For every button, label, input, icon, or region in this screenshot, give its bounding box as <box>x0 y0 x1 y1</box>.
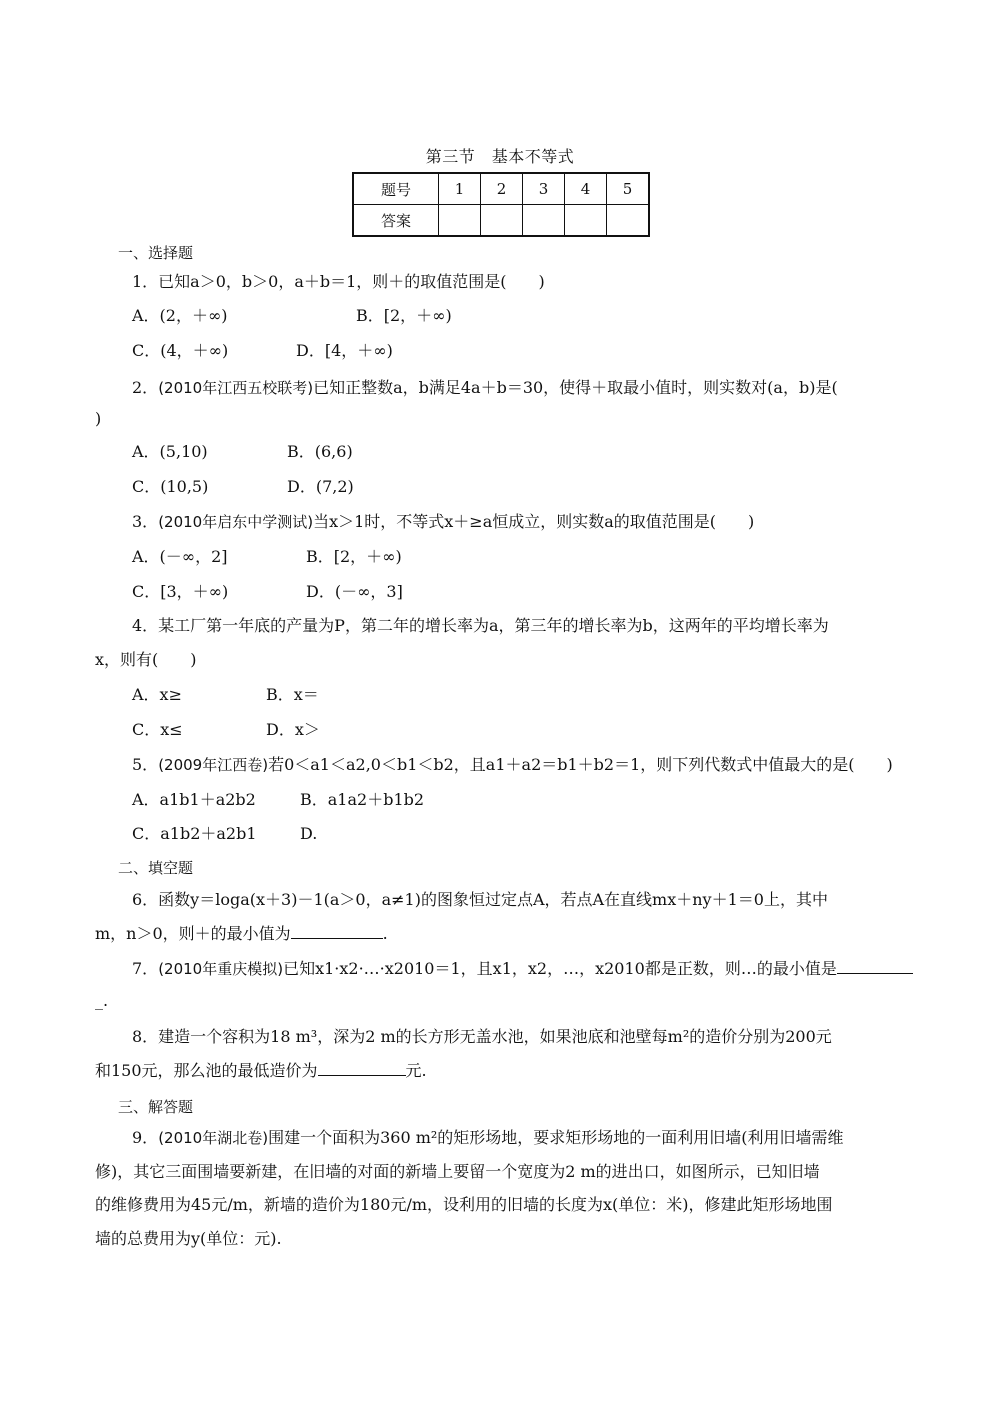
question-9-line-2: 修)，其它三面围墙要新建，在旧墙的对面的新墙上要留一个宽度为2 m的进出口，如图所示，已知旧墙 <box>95 1162 820 1181</box>
q2-option-d: D．(7,2) <box>287 477 354 496</box>
question-3-number: 3． <box>132 512 159 531</box>
question-5-text: 若0＜a1＜a2,0＜b1＜b2，且a1＋a2＝b1＋b2＝1，则下列代数式中值最大的是( ) <box>268 755 893 774</box>
q4-option-b: B．x＝ <box>266 685 319 704</box>
q4-option-d: D．x＞ <box>266 720 320 739</box>
table-label-answer: 答案 <box>353 205 439 237</box>
q3-option-b: B．[2，＋∞) <box>306 547 402 566</box>
q1-option-c: C．(4，＋∞) <box>132 341 229 360</box>
q2-option-c: C．(10,5) <box>132 477 209 496</box>
question-8-stem: 8．建造一个容积为18 m³，深为2 m的长方形无盖水池，如果池底和池壁每m²的造价分别为200元 <box>132 1027 832 1046</box>
question-2-stem-cont: ) <box>95 409 102 428</box>
answer-cell[interactable] <box>523 205 565 237</box>
table-label-question-number: 题号 <box>353 173 439 205</box>
q2-option-a: A．(5,10) <box>132 442 208 461</box>
question-9-number: 9． <box>132 1128 159 1147</box>
q5-option-b: B．a1a2＋b1b2 <box>300 790 425 809</box>
question-7-source: (2010年重庆模拟) <box>158 960 284 978</box>
answer-cell[interactable] <box>607 205 650 237</box>
section-heading-solve: 三、解答题 <box>118 1098 194 1116</box>
q6-answer-blank[interactable] <box>291 924 383 939</box>
question-7-stem <box>132 959 913 979</box>
q4-option-c: C．x≤ <box>132 720 183 739</box>
q8-answer-blank[interactable] <box>318 1061 406 1076</box>
answer-table <box>352 172 650 237</box>
question-5-stem <box>132 755 893 775</box>
question-7-number: 7． <box>132 959 159 978</box>
question-9-line-3: 的维修费用为45元/m，新墙的造价为180元/m，设利用的旧墙的长度为x(单位：米)，修建此矩形场地围 <box>95 1195 833 1214</box>
question-9-line-1 <box>132 1128 844 1148</box>
q3-option-c: C．[3，＋∞) <box>132 582 229 601</box>
table-number-cell: 4 <box>565 173 607 205</box>
question-5-number: 5． <box>132 755 159 774</box>
answer-table-row-numbers <box>353 173 649 205</box>
question-6-text-cont: m，n＞0，则＋的最小值为 <box>95 924 291 943</box>
question-9-line-4: 墙的总费用为y(单位：元). <box>95 1229 282 1248</box>
question-2-source: (2010年江西五校联考) <box>158 379 314 397</box>
question-3-stem <box>132 512 754 532</box>
section-heading-fill: 二、填空题 <box>118 859 194 877</box>
q1-option-d: D．[4，＋∞) <box>296 341 393 360</box>
answer-cell[interactable] <box>565 205 607 237</box>
q1-option-a: A．(2，＋∞) <box>132 306 228 325</box>
question-7-text: 已知x1·x2·…·x2010＝1，且x1，x2，…，x2010都是正数，则…的最小值是 <box>283 959 837 978</box>
q7-answer-blank[interactable] <box>837 959 913 974</box>
question-2-number: 2． <box>132 378 159 397</box>
question-9-text: 围建一个面积为360 m²的矩形场地，要求矩形场地的一面利用旧墙(利用旧墙需维 <box>268 1128 844 1147</box>
q2-option-b: B．(6,6) <box>287 442 353 461</box>
question-4-stem-cont: x，则有( ) <box>95 650 197 669</box>
question-2-stem <box>132 378 838 398</box>
question-3-text: 当x＞1时，不等式x＋≥a恒成立，则实数a的取值范围是( ) <box>313 512 755 531</box>
page-title: 第三节 基本不等式 <box>425 147 575 166</box>
q3-option-a: A．(－∞，2] <box>132 547 228 566</box>
question-6-stem: 6．函数y＝loga(x＋3)－1(a＞0，a≠1)的图象恒过定点A，若点A在直线mx＋ny＋1＝0上，其中 <box>132 890 828 909</box>
question-6-stem-cont <box>95 924 388 944</box>
q5-option-d: D. <box>300 824 318 843</box>
q3-option-d: D．(－∞，3] <box>306 582 403 601</box>
question-7-stem-cont: _. <box>95 991 109 1010</box>
table-number-cell: 2 <box>481 173 523 205</box>
table-number-cell: 1 <box>439 173 481 205</box>
answer-cell[interactable] <box>439 205 481 237</box>
question-2-text: 已知正整数a，b满足4a＋b＝30，使得＋取最小值时，则实数对(a，b)是( <box>313 378 838 397</box>
question-3-source: (2010年启东中学测试) <box>158 513 314 531</box>
table-number-cell: 5 <box>607 173 650 205</box>
answer-cell[interactable] <box>481 205 523 237</box>
question-5-source: (2009年江西卷) <box>158 756 269 774</box>
question-4-stem: 4．某工厂第一年底的产量为P，第二年的增长率为a，第三年的增长率为b，这两年的平均增长率为 <box>132 616 829 635</box>
q4-option-a: A．x≥ <box>132 685 182 704</box>
q5-option-a: A．a1b1＋a2b2 <box>132 790 256 809</box>
table-number-cell: 3 <box>523 173 565 205</box>
question-8-end: 元. <box>405 1061 427 1080</box>
question-8-stem-cont <box>95 1061 427 1081</box>
answer-table-row-answers <box>353 205 649 237</box>
q5-option-c: C．a1b2＋a2b1 <box>132 824 257 843</box>
question-9-source: (2010年湖北卷) <box>158 1129 269 1147</box>
q1-option-b: B．[2，＋∞) <box>356 306 452 325</box>
question-1-stem: 1．已知a＞0，b＞0，a＋b＝1，则＋的取值范围是( ) <box>132 272 545 291</box>
section-heading-choice: 一、选择题 <box>118 244 194 262</box>
question-6-end: . <box>382 924 388 943</box>
question-8-text-cont: 和150元，那么池的最低造价为 <box>95 1061 318 1080</box>
